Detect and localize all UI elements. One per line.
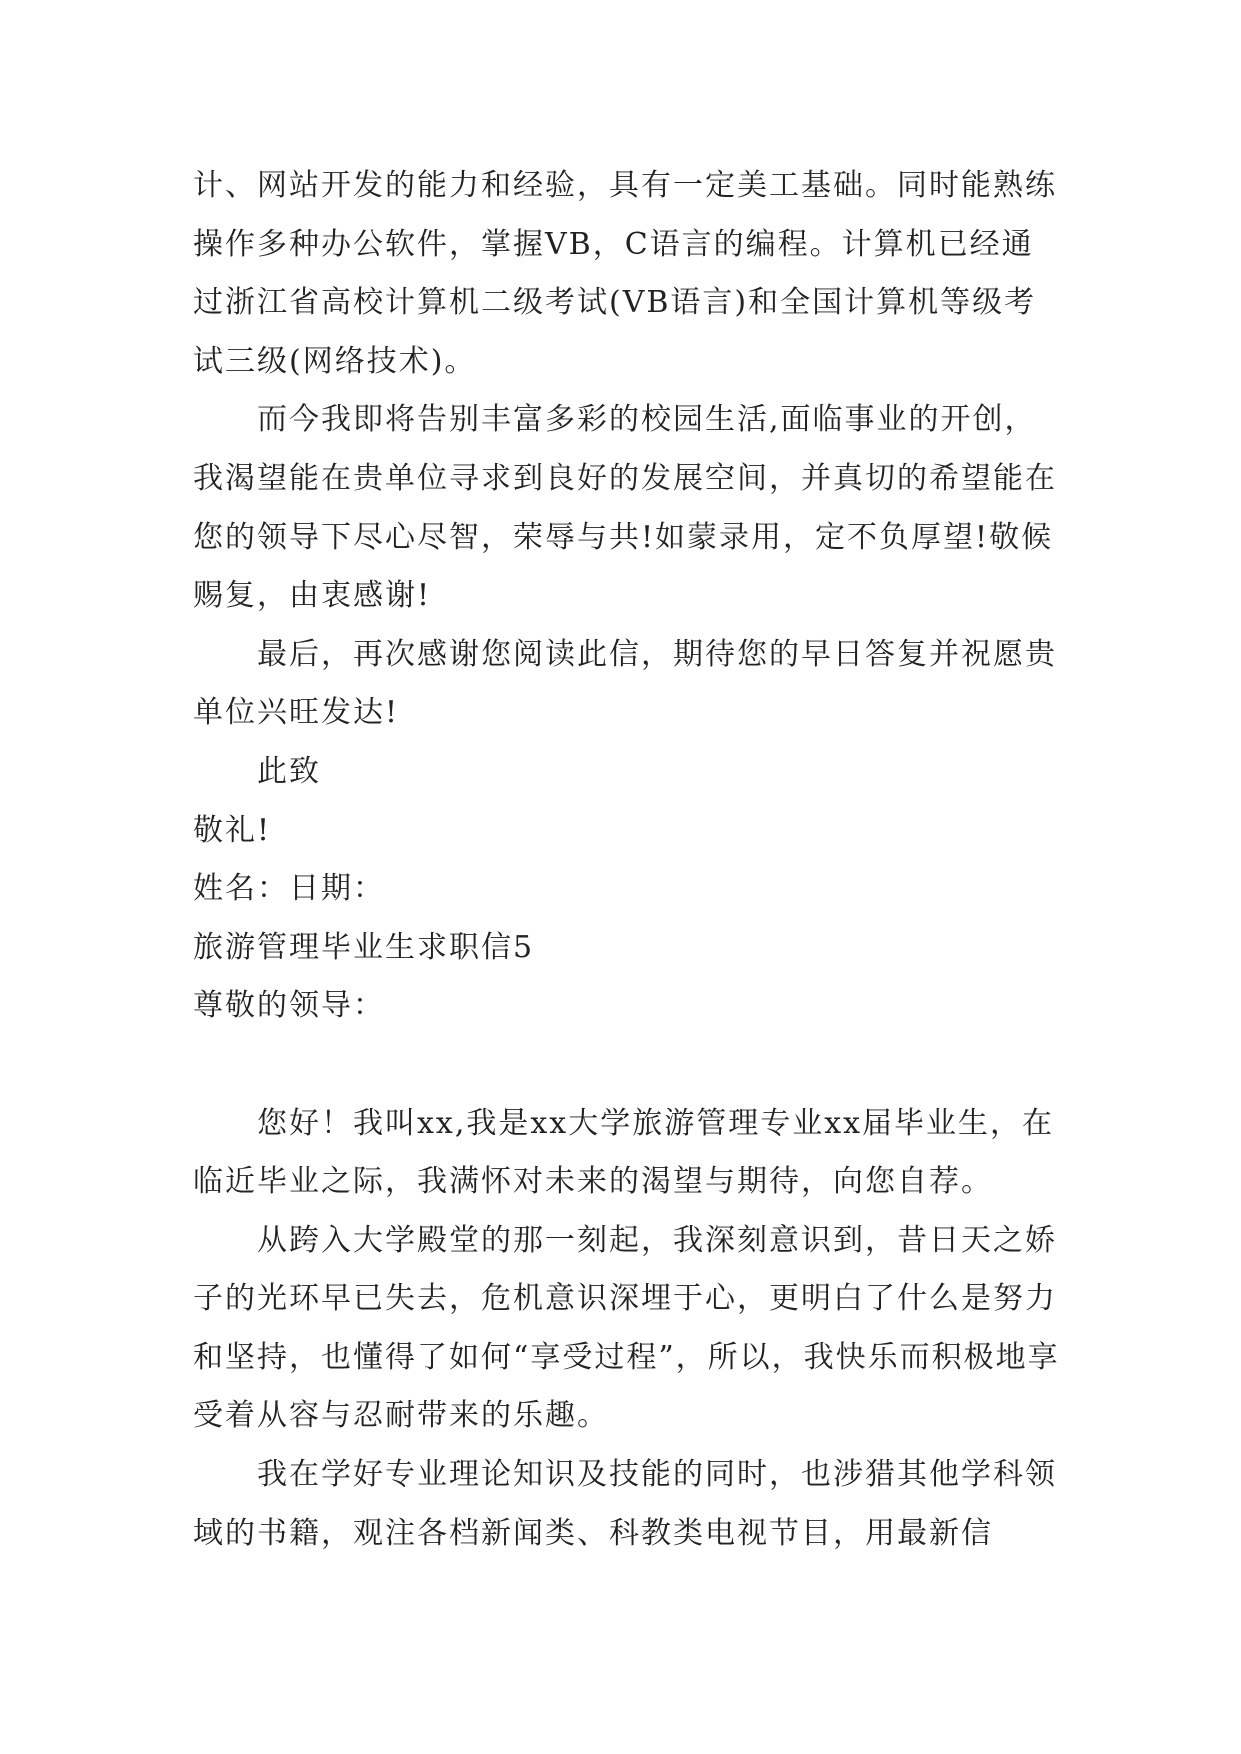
signature-line: 姓名：日期： (193, 871, 385, 907)
letter-title: 旅游管理毕业生求职信5 (193, 929, 535, 965)
paragraph-studies: 我在学好专业理论知识及技能的同时，也涉猎其他学科领域的书籍，观注各档新闻类、科教类电视节目，用最新信 (193, 1457, 1057, 1551)
paragraph-thanks: 最后，再次感谢您阅读此信，期待您的早日答复并祝愿贵单位兴旺发达! (193, 636, 1057, 731)
letter-body (193, 157, 1063, 1563)
paragraph-introduction: 您好！我叫xx,我是xx大学旅游管理专业xx届毕业生，在临近毕业之际，我满怀对未来的渴望与期待，向您自荐。 (193, 1105, 1055, 1200)
paragraph-university-experience: 从跨入大学殿堂的那一刻起，我深刻意识到，昔日天之娇子的光环早已失去，危机意识深埋于心，更明白了什么是努力和坚持，也懂得了如何“享受过程”，所以，我快乐而积极地享受着从容与忍耐带来的乐趣。 (193, 1222, 1060, 1434)
blank-line (193, 1036, 1063, 1095)
closing-regards: 敬礼! (193, 812, 272, 848)
closing-salutation: 此致 (257, 753, 321, 789)
greeting: 尊敬的领导： (193, 988, 385, 1024)
paragraph-skills-continued: 计、网站开发的能力和经验，具有一定美工基础。同时能熟练操作多种办公软件，掌握VB，C语言的编程。计算机已经通过浙江省高校计算机二级考试(VB语言)和全国计算机等级考试三级(网络技术)。 (193, 168, 1057, 379)
paragraph-aspiration: 而今我即将告别丰富多彩的校园生活,面临事业的开创，我渴望能在贵单位寻求到良好的发展空间，并真切的希望能在您的领导下尽心尽智，荣辱与共!如蒙录用，定不负厚望!敬候赐复，由衷感谢! (193, 402, 1057, 614)
